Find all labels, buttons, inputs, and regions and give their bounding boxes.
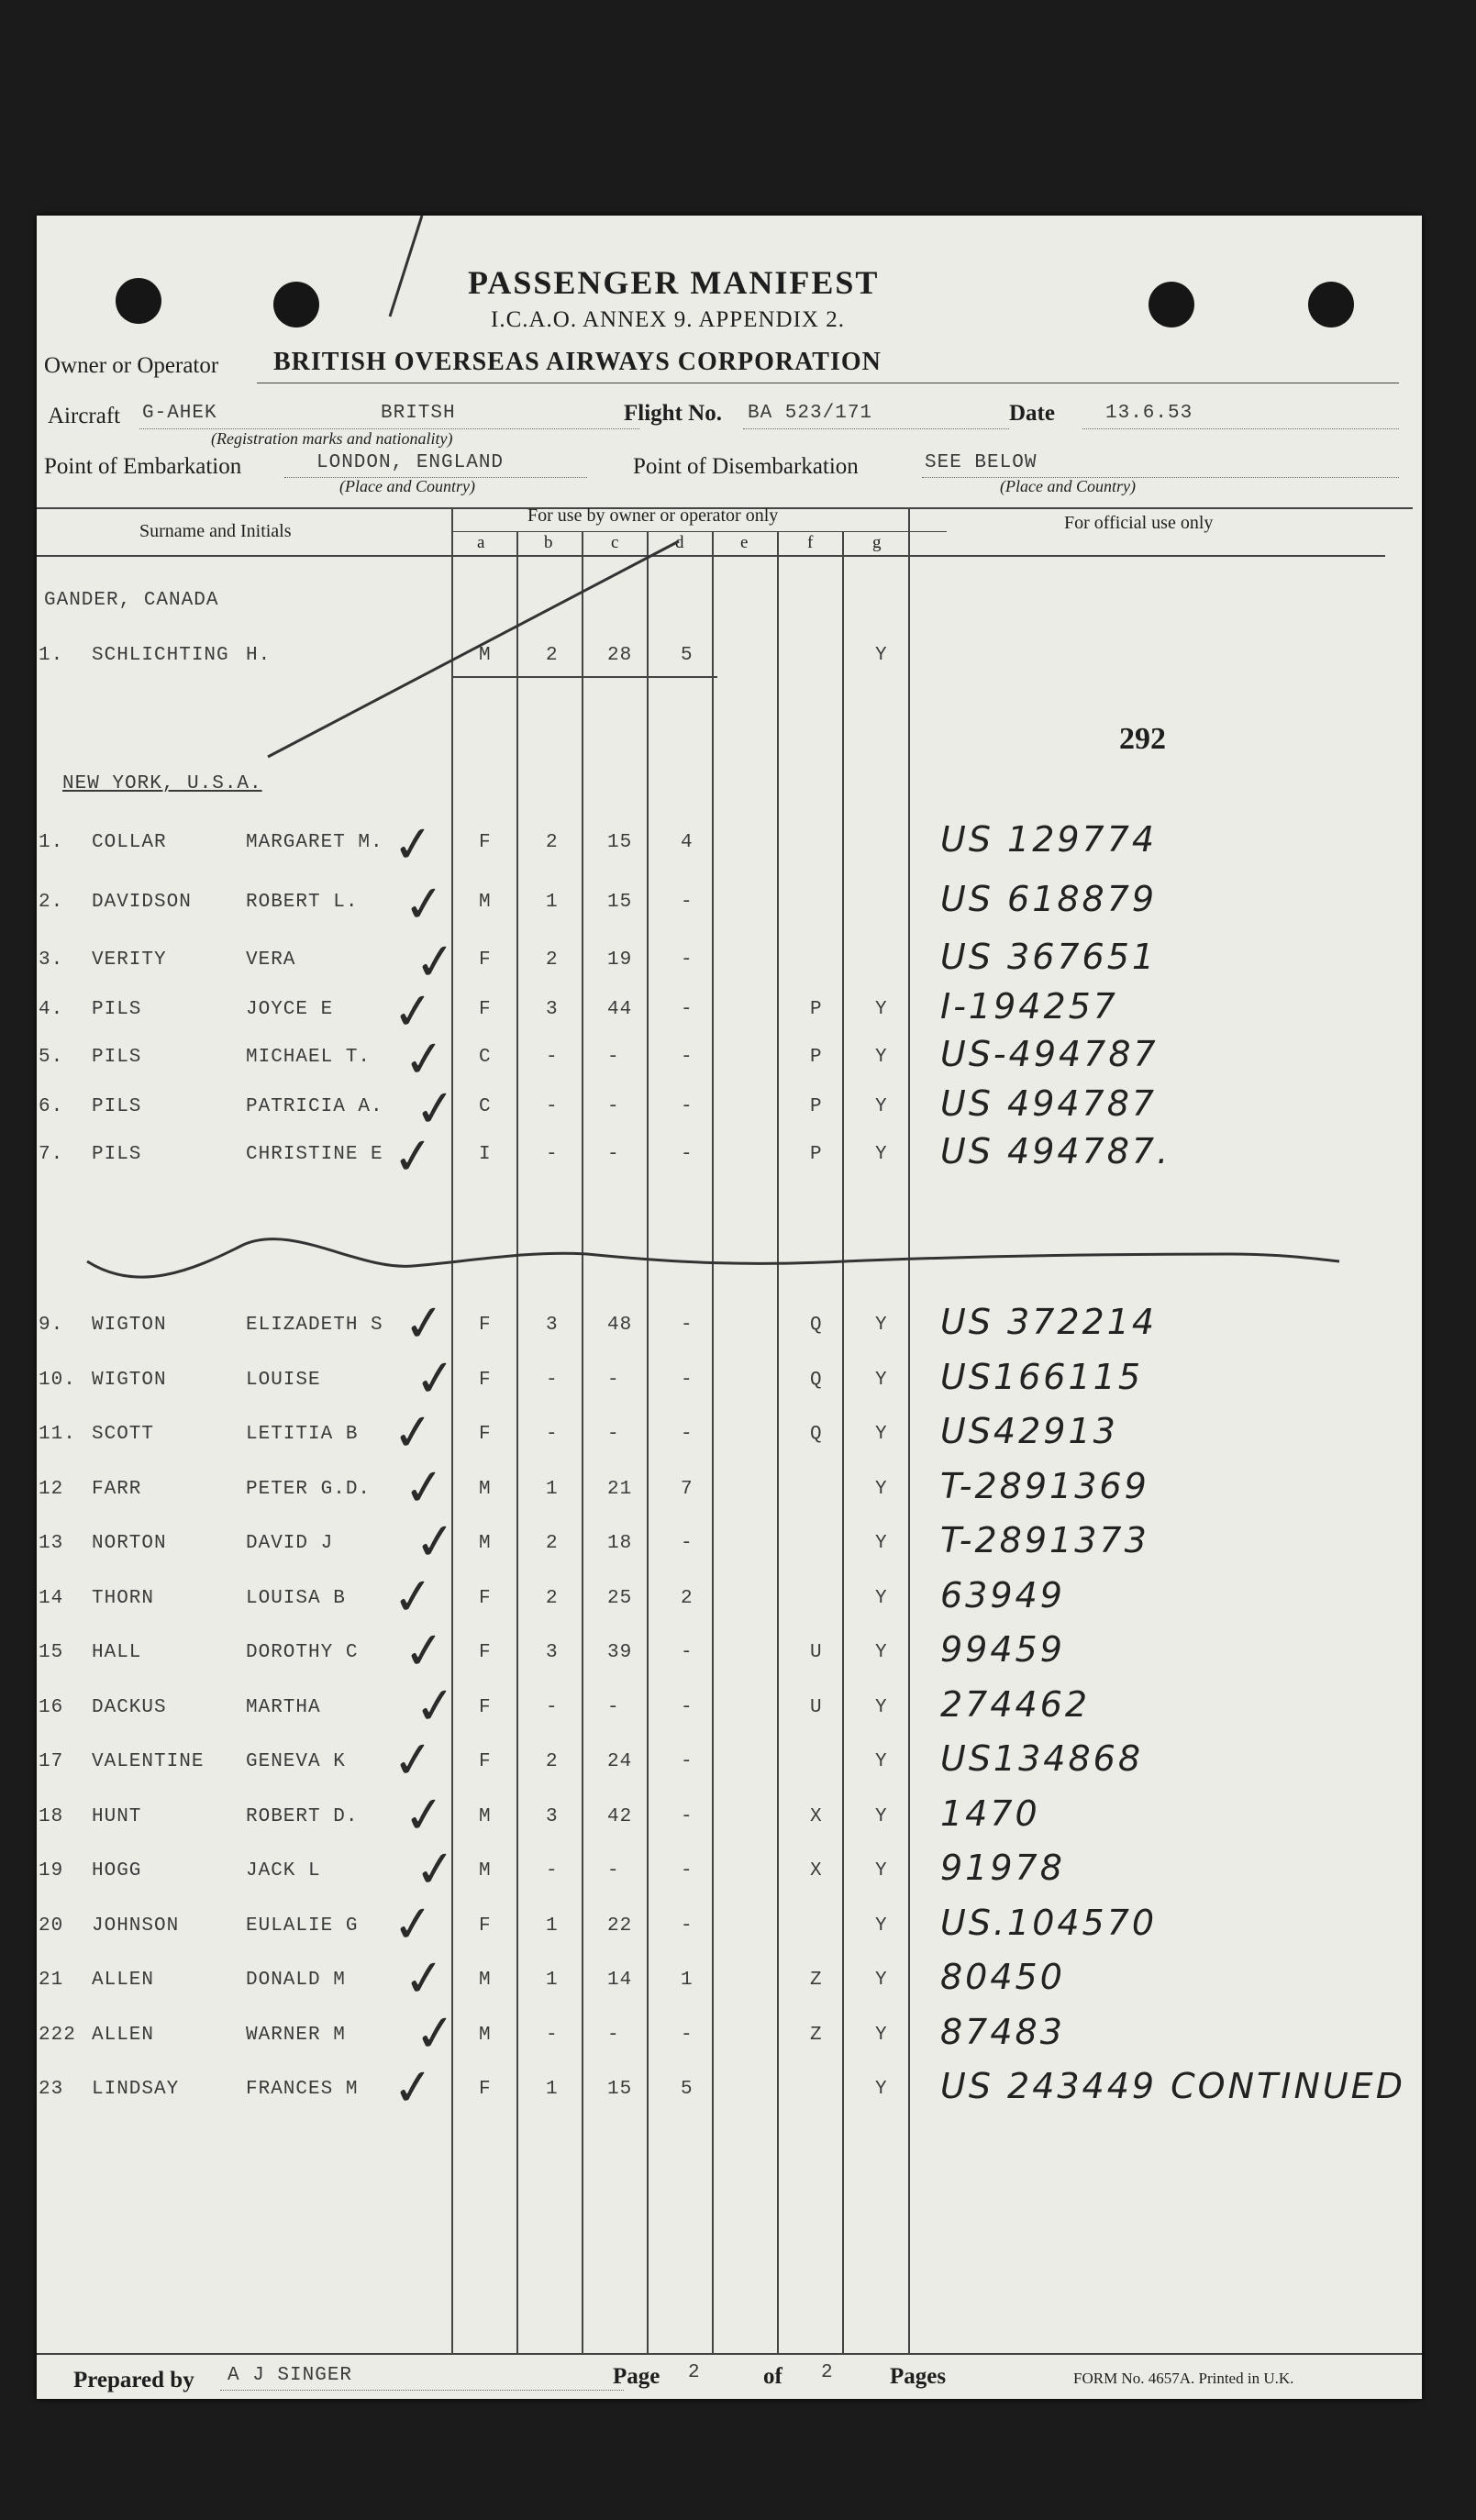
cell-f: X [810,1860,823,1882]
cell-g: Y [875,1424,888,1445]
cell-a: F [479,1588,492,1609]
cell-f: Z [810,2025,823,2046]
cell-c: 44 [607,999,633,1020]
passenger-initials: ROBERT L. [246,892,359,913]
cell-d: - [681,1533,694,1554]
pages-label: Pages [890,2364,947,2389]
date-value: 13.6.53 [1105,403,1193,424]
col-header-official: For official use only [1064,513,1214,533]
passenger-initials: DAVID J [246,1533,334,1554]
section-gander: GANDER, CANADA [44,590,219,611]
passenger-initials: JACK L [246,1860,321,1882]
passenger-surname: WIGTON [92,1370,167,1391]
cell-b: - [546,1144,559,1165]
cell-b: - [546,2025,559,2046]
cell-a: F [479,1915,492,1937]
cell-c: 25 [607,1588,633,1609]
check-mark-icon: ✓ [411,1077,460,1140]
cell-g: Y [875,1970,888,1991]
page-subtitle: I.C.A.O. ANNEX 9. APPENDIX 2. [491,307,845,332]
passenger-initials: DONALD M [246,1970,346,1991]
row-number: 14 [39,1588,64,1609]
cell-a: F [479,1370,492,1391]
passenger-initials: PETER G.D. [246,1479,372,1500]
cell-b: 2 [546,645,559,666]
cell-d: - [681,1096,694,1117]
cell-b: 1 [546,892,559,913]
check-mark-icon: ✓ [400,1947,449,2010]
cell-d: - [681,1915,694,1937]
passenger-surname: PILS [92,1096,142,1117]
col-f: f [807,533,814,552]
cell-b: - [546,1047,559,1068]
passenger-surname: NORTON [92,1533,167,1554]
col-a: a [477,533,485,552]
cell-a: M [479,1533,492,1554]
cell-b: - [546,1424,559,1445]
passenger-initials: MICHAEL T. [246,1047,372,1068]
cell-c: - [607,1096,620,1117]
embarkation-note: (Place and Country) [339,477,475,495]
cell-c: - [607,1697,620,1718]
cell-d: - [681,892,694,913]
cell-b: 2 [546,949,559,971]
official-passport-number: 1470 [940,1793,1040,1834]
cell-a: F [479,949,492,971]
cell-b: - [546,1697,559,1718]
row-number: 7. [39,1144,64,1165]
cell-c: 15 [607,892,633,913]
col-e: e [740,533,749,552]
passenger-surname: VERITY [92,949,167,971]
flight-number: BA 523/171 [748,403,873,424]
check-mark-icon: ✓ [389,1728,438,1792]
passenger-surname: FARR [92,1479,142,1500]
disembarkation-label: Point of Disembarkation [633,454,859,479]
row-number: 21 [39,1970,64,1991]
cell-a: M [479,645,492,666]
cell-d: 4 [681,832,694,853]
row-number: 15 [39,1642,64,1663]
cell-c: - [607,2025,620,2046]
flight-label: Flight No. [624,401,722,426]
cell-b: - [546,1370,559,1391]
cell-c: 22 [607,1915,633,1937]
official-passport-number: 63949 [940,1575,1065,1615]
cell-c: 15 [607,832,633,853]
cell-c: 48 [607,1315,633,1336]
cell-d: - [681,1424,694,1445]
check-mark-icon: ✓ [389,1565,438,1628]
official-passport-number: US-494787 [940,1034,1159,1074]
cell-c: - [607,1144,620,1165]
sheet-number: 292 [1119,722,1166,756]
row-number: 11. [39,1424,76,1445]
cell-c: 42 [607,1806,633,1827]
passenger-initials: LOUISA B [246,1588,346,1609]
row-number: 12 [39,1479,64,1500]
cell-g: Y [875,1144,888,1165]
official-passport-number: US 494787 [940,1083,1158,1124]
passenger-surname: ALLEN [92,1970,155,1991]
check-mark-icon: ✓ [400,1292,449,1355]
col-g: g [872,533,882,552]
cell-c: 39 [607,1642,633,1663]
cell-d: 5 [681,645,694,666]
cell-c: - [607,1370,620,1391]
cell-g: Y [875,1806,888,1827]
cell-a: F [479,1697,492,1718]
cell-f: P [810,1096,823,1117]
cell-c: 24 [607,1751,633,1772]
official-passport-number: 274462 [940,1684,1091,1725]
check-mark-icon: ✓ [389,1893,438,1956]
row-number: 17 [39,1751,64,1772]
cell-f: P [810,1047,823,1068]
cell-b: - [546,1096,559,1117]
passenger-initials: DOROTHY C [246,1642,359,1663]
cell-a: C [479,1096,492,1117]
cell-b: 2 [546,1533,559,1554]
official-passport-number: 87483 [940,2012,1065,2052]
official-passport-number: T-2891369 [940,1466,1149,1506]
aircraft-registration: G-AHEK [142,403,217,424]
passenger-initials: PATRICIA A. [246,1096,383,1117]
official-passport-number: 91978 [940,1848,1065,1888]
cell-d: - [681,1751,694,1772]
footer-rule [37,2353,1422,2355]
cell-f: Q [810,1315,823,1336]
cell-a: F [479,999,492,1020]
col-header-name: Surname and Initials [139,521,292,541]
cell-d: 5 [681,2079,694,2100]
passenger-initials: ROBERT D. [246,1806,359,1827]
cell-b: 1 [546,1479,559,1500]
passenger-surname: DAVIDSON [92,892,192,913]
cell-g: Y [875,2025,888,2046]
cell-b: 3 [546,1315,559,1336]
cell-g: Y [875,1642,888,1663]
passenger-initials: JOYCE E [246,999,334,1020]
cell-c: - [607,1424,620,1445]
cell-b: 1 [546,1915,559,1937]
cell-b: - [546,1860,559,1882]
cell-f: Q [810,1370,823,1391]
passenger-surname: PILS [92,1144,142,1165]
cell-d: 2 [681,1588,694,1609]
cell-a: F [479,1642,492,1663]
official-passport-number: 99459 [940,1629,1065,1670]
passenger-initials: WARNER M [246,2025,346,2046]
cell-g: Y [875,2079,888,2100]
date-label: Date [1009,401,1055,426]
row-number: 5. [39,1047,64,1068]
cell-d: - [681,949,694,971]
check-mark-icon: ✓ [389,813,438,876]
row-number: 23 [39,2079,64,2100]
col-header-owner: For use by owner or operator only [527,505,779,526]
passenger-surname: PILS [92,1047,142,1068]
passenger-initials: VERA [246,949,296,971]
passenger-initials: CHRISTINE E [246,1144,383,1165]
disembarkation-note: (Place and Country) [1000,477,1136,495]
embarkation-label: Point of Embarkation [44,454,242,479]
strike-line [390,216,422,316]
cell-a: I [479,1144,492,1165]
cell-f: Z [810,1970,823,1991]
cell-b: 1 [546,1970,559,1991]
cell-d: - [681,2025,694,2046]
row-number: 16 [39,1697,64,1718]
official-passport-number: US 129774 [940,819,1158,860]
official-passport-number: US 494787. [940,1131,1171,1171]
passenger-surname: SCHLICHTING [92,645,229,666]
cell-b: 3 [546,999,559,1020]
page-label: Page [613,2364,660,2389]
omission-squiggle [87,1239,1339,1278]
check-mark-icon: ✓ [400,1456,449,1519]
official-passport-number: US42913 [940,1411,1118,1451]
passenger-initials: MARGARET M. [246,832,383,853]
cell-a: F [479,2079,492,2100]
official-passport-number: US134868 [940,1738,1143,1779]
official-passport-number: US 372214 [940,1302,1158,1342]
passenger-initials: GENEVA K [246,1751,346,1772]
cell-b: 2 [546,1751,559,1772]
passenger-initials: ELIZADETH S [246,1315,383,1336]
cell-d: - [681,1315,694,1336]
cell-d: - [681,1047,694,1068]
row-number: 20 [39,1915,64,1937]
official-passport-number: 80450 [940,1957,1065,1997]
row-number: 3. [39,949,64,971]
cell-c: - [607,1047,620,1068]
cell-d: - [681,1697,694,1718]
cell-g: Y [875,1588,888,1609]
cell-b: 3 [546,1806,559,1827]
check-mark-icon: ✓ [411,930,460,994]
page-value: 2 [688,2362,701,2383]
passenger-surname: HOGG [92,1860,142,1882]
divider [220,2390,624,2391]
passenger-surname: COLLAR [92,832,167,853]
cell-f: U [810,1697,823,1718]
cell-c: 14 [607,1970,633,1991]
check-mark-icon: ✓ [411,2002,460,2065]
cell-a: C [479,1047,492,1068]
cell-a: M [479,1479,492,1500]
cell-g: Y [875,1751,888,1772]
official-passport-number: I-194257 [940,986,1118,1027]
check-mark-icon: ✓ [389,2056,438,2119]
passenger-surname: VALENTINE [92,1751,205,1772]
passenger-initials: LETITIA B [246,1424,359,1445]
cell-f: P [810,1144,823,1165]
cell-a: F [479,832,492,853]
row-number: 13 [39,1533,64,1554]
passenger-surname: DACKUS [92,1697,167,1718]
disembarkation-value: SEE BELOW [925,452,1038,473]
prepared-label: Prepared by [73,2368,194,2392]
cell-c: 18 [607,1533,633,1554]
owner-value: BRITISH OVERSEAS AIRWAYS CORPORATION [273,348,882,376]
cell-d: - [681,1370,694,1391]
cell-g: Y [875,1315,888,1336]
check-mark-icon: ✓ [389,1401,438,1464]
cell-c: 19 [607,949,633,971]
form-label: FORM No. 4657A. Printed in U.K. [1073,2370,1294,2387]
passenger-initials: FRANCES M [246,2079,359,2100]
cell-b: 1 [546,2079,559,2100]
check-mark-icon: ✓ [411,1837,460,1901]
passenger-surname: ALLEN [92,2025,155,2046]
official-passport-number: US.104570 [940,1903,1158,1943]
cell-b: 2 [546,1588,559,1609]
row-number: 4. [39,999,64,1020]
cell-a: M [479,1806,492,1827]
cell-g: Y [875,1860,888,1882]
check-mark-icon: ✓ [389,1125,438,1188]
cell-d: 1 [681,1970,694,1991]
passenger-initials: LOUISE [246,1370,321,1391]
of-label: of [763,2364,782,2389]
cell-d: - [681,1144,694,1165]
passenger-surname: HUNT [92,1806,142,1827]
passenger-initials: MARTHA [246,1697,321,1718]
cell-f: X [810,1806,823,1827]
row-number: 222 [39,2025,76,2046]
passenger-surname: JOHNSON [92,1915,180,1937]
check-mark-icon: ✓ [400,1027,449,1091]
official-passport-number: US166115 [940,1357,1143,1397]
row-number: 1. [39,645,64,666]
aircraft-nationality: BRITSH [381,403,456,424]
check-mark-icon: ✓ [400,1783,449,1847]
official-passport-number: US 618879 [940,879,1158,919]
cell-f: Q [810,1424,823,1445]
row-number: 2. [39,892,64,913]
aircraft-note: (Registration marks and nationality) [211,429,453,448]
cell-b: 3 [546,1642,559,1663]
cell-f: U [810,1642,823,1663]
check-mark-icon: ✓ [411,1674,460,1737]
passenger-surname: PILS [92,999,142,1020]
cell-g: Y [875,1479,888,1500]
cell-c: - [607,1860,620,1882]
check-mark-icon: ✓ [411,1510,460,1573]
cell-g: Y [875,1047,888,1068]
passenger-surname: SCOTT [92,1424,155,1445]
official-passport-number: US 367651 [940,937,1158,977]
cell-a: F [479,1751,492,1772]
cell-g: Y [875,1370,888,1391]
passenger-surname: THORN [92,1588,155,1609]
cell-d: - [681,1860,694,1882]
check-mark-icon: ✓ [389,980,438,1043]
page-title: PASSENGER MANIFEST [468,264,880,301]
cell-c: 21 [607,1479,633,1500]
row-number: 18 [39,1806,64,1827]
passenger-surname: WIGTON [92,1315,167,1336]
cell-a: F [479,1315,492,1336]
passenger-initials: EULALIE G [246,1915,359,1937]
cell-d: - [681,999,694,1020]
cell-g: Y [875,1915,888,1937]
col-b: b [544,533,553,552]
check-mark-icon: ✓ [400,872,449,936]
cell-d: 7 [681,1479,694,1500]
cell-g: Y [875,1533,888,1554]
passenger-surname: LINDSAY [92,2079,180,2100]
cell-g: Y [875,999,888,1020]
cell-a: M [479,1970,492,1991]
manifest-page [37,216,1422,2399]
row-number: 9. [39,1315,64,1336]
embarkation-value: LONDON, ENGLAND [316,452,505,473]
of-value: 2 [821,2362,834,2383]
owner-label: Owner or Operator [44,353,219,378]
cell-f: P [810,999,823,1020]
section-new-york: NEW YORK, U.S.A. [62,773,262,794]
passenger-initials: H. [246,645,272,666]
cell-a: M [479,1860,492,1882]
cell-g: Y [875,645,888,666]
cell-c: 28 [607,645,633,666]
prepared-value: A J SINGER [228,2365,353,2386]
official-passport-number: US 243449 CONTINUED [940,2066,1405,2106]
cell-a: M [479,892,492,913]
cell-a: F [479,1424,492,1445]
cell-d: - [681,1806,694,1827]
cell-c: 15 [607,2079,633,2100]
cell-g: Y [875,1096,888,1117]
cell-a: M [479,2025,492,2046]
col-d: d [675,533,684,552]
row-number: 10. [39,1370,76,1391]
row-number: 1. [39,832,64,853]
cell-b: 2 [546,832,559,853]
row-number: 6. [39,1096,64,1117]
aircraft-label: Aircraft [48,404,121,428]
check-mark-icon: ✓ [411,1347,460,1410]
passenger-surname: HALL [92,1642,142,1663]
col-c: c [611,533,619,552]
cell-d: - [681,1642,694,1663]
row-number: 19 [39,1860,64,1882]
official-passport-number: T-2891373 [940,1520,1149,1560]
check-mark-icon: ✓ [400,1619,449,1682]
cell-g: Y [875,1697,888,1718]
